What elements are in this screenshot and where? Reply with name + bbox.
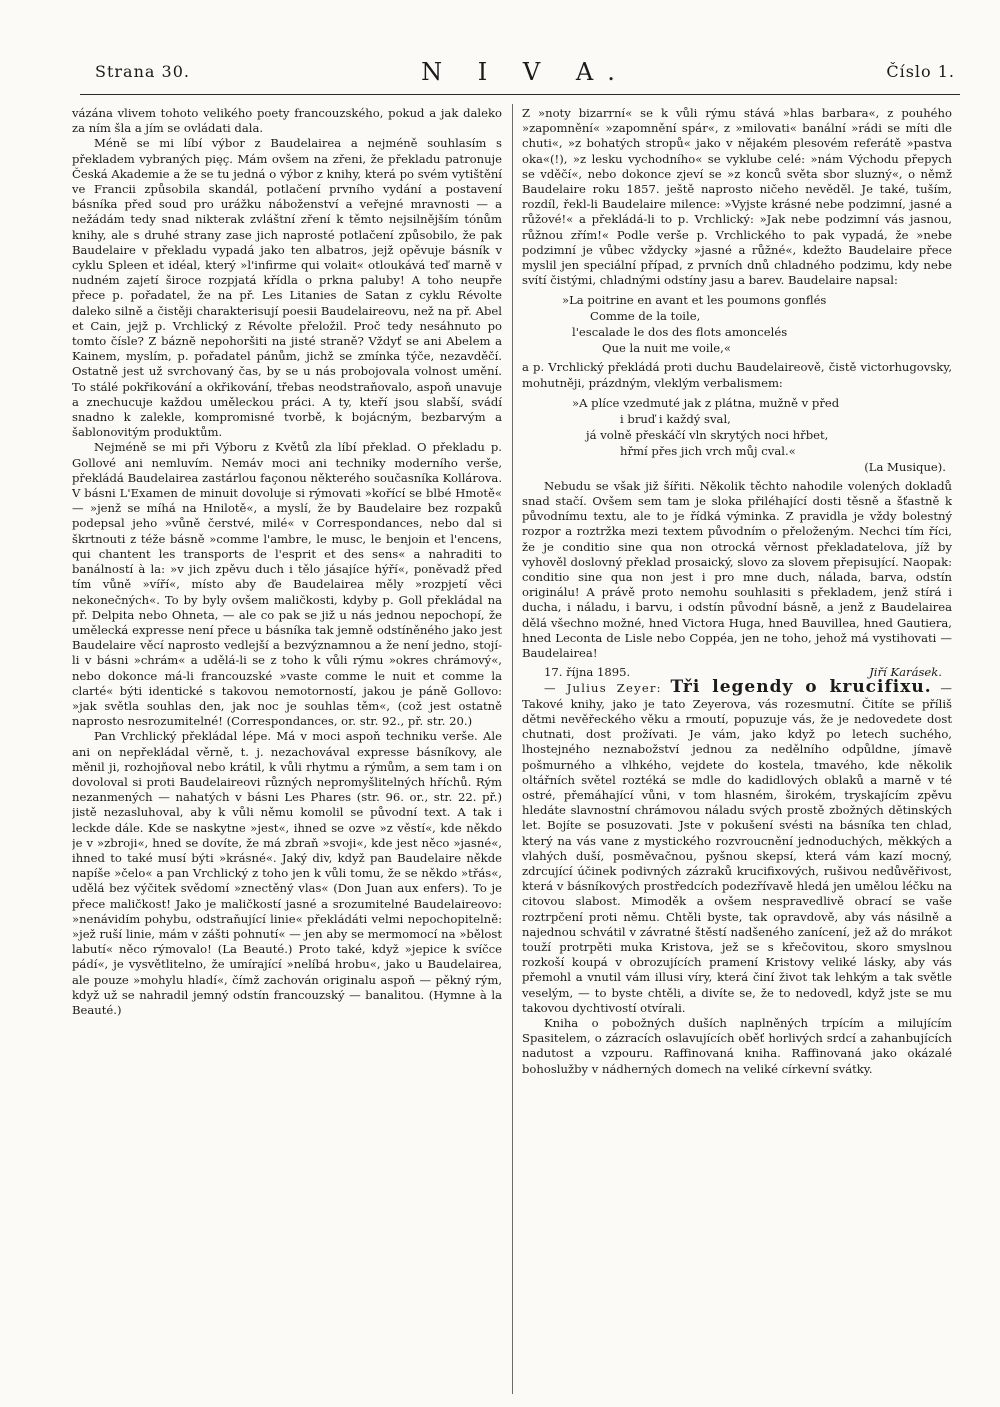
left-paragraph-1: vázána vlivem tohoto velikého poety francouzského, pokud a jak daleko za ním šla a jím se ovládati dala. bbox=[72, 106, 502, 136]
page-header bbox=[95, 58, 955, 98]
author-signature: Jiří Karásek. bbox=[869, 665, 942, 680]
right-paragraph-3: Kniha o pobožných duších naplněných trpícím a milujícím Spasitelem, o zázracích oslavujících oběť horlivých srdcí a zahanbujících nadutost a vzpouru. Raffinovaná kniha. Raffinovaná jako okázalé bohoslužby v nádherných domech na veliké církevní svátky. bbox=[522, 1015, 952, 1076]
verse-line: hřmí přes jich vrch můj cval.« bbox=[620, 443, 796, 458]
page-number: Strana 30. bbox=[95, 62, 190, 81]
review-paragraph bbox=[522, 677, 952, 1015]
verse-line: Que la nuit me voile,« bbox=[602, 341, 731, 356]
left-column bbox=[72, 106, 502, 1394]
review-author: — Julius Zeyer: bbox=[544, 681, 662, 696]
verse-line: i bruď i každý sval, bbox=[620, 411, 731, 426]
verse-line: »La poitrine en avant et les poumons gonflés bbox=[562, 293, 827, 308]
right-column bbox=[522, 106, 952, 1394]
verse-source: (La Musique). bbox=[864, 459, 946, 474]
czech-verse-quote bbox=[522, 395, 952, 475]
issue-number: Číslo 1. bbox=[886, 62, 955, 81]
left-paragraph-3: Nejméně se mi při Výboru z Květů zla líbí překlad. O překladu p. Gollové ani nemluvím. Nemáv moci ani techniky moderního verše, překládá Baudelairea zastárlou façonou některého současníka Kollárova. V básni L'Examen de minuit dovoluje si rýmovati »kořící se blbé Hmotě« — »jenž se míhá na Hnilotě«, a myslí, že by Baudelaire bez rozpaků podepsal jeho »vůně čerstvé, milé« v Correspondances, nebo dal si škrtnouti z téže básně »comme l'ambre, le musc, le benjoin et l'encens, qui chantent les transports de l'esprit et des sens« a nahraditi to banálností à la: »v jich zpěvu duch i tělo jásajíce hýří«, poněvadž před tím vůně »víří«, místo aby ďe Baudelairea měly »rozpjetí věci nekonečných«. To by byly ovšem maličkosti, kdyby p. Goll překládal na př. Delpita nebo Ohneta, — ale co pak se již u nás jednou nepochopí, že umělecká expresse není přece u básníka tak jemně odstíněného jako jest Baudelaire věcí naprosto vedlejší a bezvýznamnou a že není jedno, stojí-li v básni »chrám« a udělá-li se z toho k vůli rýmu »okres chrámový«, nebo dokonce má-li francouzské »vaste comme le nuit et comme la clarté« býti identické s takovou nemotorností, jakou je páně Gollovo: »jak světla souhlas den, jak noc je souhlas těm«, (což jest ostatně naprosto nesrozumitelné! (Correspondances, or. str. 92., př. str. 20.) bbox=[72, 440, 502, 729]
left-paragraph-4: Pan Vrchlický překládal lépe. Má v moci aspoň techniku verše. Ale ani on nepřekládal věrně, t. j. nezachovával expresse básníkovy, ale měnil ji, rozhojňoval nebo krátil, k vůli rhytmu a rýmům, a sem tam i on dovoloval si proti Baudelaireovi různých nepromyšlitelných hříchů. Rým nezanmených — nahatých v básni Les Phares (str. 96. or., str. 22. př.) jistě nezasluhoval, aby k vůli němu komolil se původní text. A tak i leckde dále. Kde se naskytne »jest«, ihned se ozve »z věstí«, kde někdo je v »zbroji«, hned se dovíte, že má zbraň »svoji«, kde jest něco »jasné«, ihned to také musí býti »krásné«. Jaký div, když pan Baudelaire někde napíše »čelo« a pan Vrchlický z toho jen k vůli tomu, že se někdo »třás«, udělá bez výčitek svědomí »znectěný vlas« (Don Juan aux enfers). To je přece maličkost! Jako je maličkostí jasné a srozumitelné Baudelaireovo: »nenávidím pohybu, odstraňující linie« překládáti velmi nepochopitelně: »jež ruší linie, mám v zášti pohnutí« — jen aby se mermomocí na »bělost labutí« něco rýmovalo! (La Beauté.) Proto také, když »jepice k svíčce pádí«, je vysvětlitelno, že umírající »nelíbá hrobu«, jako u Baudelairea, ale pouze »mohylu hladí«, čímž zachován originalu aspoň — pěkný rým, když už se nahradil jemný odstín francouzský — banalitou. (Hymne à la Beauté.) bbox=[72, 729, 502, 1017]
verse-line: Comme de la toile, bbox=[590, 309, 701, 324]
column-divider bbox=[512, 104, 513, 1394]
right-intro-paragraph: Z »noty bizarrní« se k vůli rýmu stává »hlas barbara«, z pouhého »zapomnění« »zapomnění spár«, z »milovati« banální »rádi se míti dle chuti«, »z bohatých stropů« jako v nějakém plesovém referátě »pastva oka«(!), »z lesku vychodního« se vyklube celé: »nám Východu přepych se vděčí«, nebo dokonce zjeví se »z konců světa sbor sluzný«, o němž Baudelaire roku 1857. ještě naprosto ničeho nevěděl. Je také, tuším, rozdíl, řekl-li Baudelaire milence: »Vyjste krásné nebe podzimní, jasné a růžové!« a překládá-li to p. Vrchlický: »Jak nebe podzimní vás jasnou, růžnou zřím!« Podle verše p. Vrchlického to pak vypadá, že »nebe podzimní je vůbec vždycky »jasné a růžné«, kdežto Baudelaire přece myslil jen speciální případ, z prvních dnů chladného podzimu, kdy nebe svítí čistými, chladnými odstíny jasu a barev. Baudelaire napsal: bbox=[522, 106, 952, 288]
right-paragraph-2: Nebudu se však již šířiti. Několik těchto nahodile volených dokladů snad stačí. Ovšem sem tam je sloka přiléhající dosti těsně a šťastně k původnímu textu, ale to je řídká výminka. Z pravidla je vždy bolestný rozpor a roztržka mezi textem původním o přeloženým. Nechci tím říci, že je conditio sine qua non otrocká věrnost překladatelova, jíž by vyhověl doslovný překlad prosaický, slovo za slovem přepisující. Naopak: conditio sine qua non jest i pro mne duch, nálada, barva, odstín originálu! A právě proto nemohu souhlasiti s překladem, jenž stírá i ducha, i náladu, i barvu, i odstín původní básně, a jenž z Baudelairea dělá všechno možné, hned Victora Huga, hned Bauvillea, hned Gautiera, hned Leconta de Lisle nebo Coppéa, jen ne toho, jehož má vystihovati — Baudelairea! bbox=[522, 478, 952, 661]
masthead-title: N I V A. bbox=[421, 58, 629, 86]
french-verse-quote bbox=[522, 292, 952, 356]
verse-line: já volně přeskáčí vln skrytých noci hřbet, bbox=[586, 427, 829, 442]
verse-line: l'escalade le dos des flots amoncelés bbox=[572, 325, 788, 340]
header-rule bbox=[80, 94, 960, 95]
verse-line: »A plíce vzedmuté jak z plátna, mužně v před bbox=[572, 395, 840, 410]
review-text: — Takové knihy, jako je tato Zeyerova, vás rozesmutní. Čitíte se příliš dětmi nevěřeckého věku a rmoutí, popuzuje vás, že je nedovedete dost chutnati, dost prožívati. Je vám, jako když po letech suchého, lhostejného neznabožství jednou za nedělního odpůldne, jímavě pošmurného a vlhkého, vejdete do kostela, tmavého, kde několik oltářních světel roztéká se mdle do kadidlových oblaků a marně v té ostré, přemáhající vůni, v tom hlasném, širokém, tryskajícím zpěvu hledáte slavnostní chrámovou náladu svých prostě zbožných dětinských let. Bojíte se posuzovati. Jste v pokušení svésti na básníka ten chlad, který na vás vane z mystického rozvroucnění jednoduchých, měkkých a vlahých duší, posměvačnou, pyšnou skepsí, která vám kazí mocný, zdrcující účinek podivných zázraků krucifixových, rušivou nedůvěřivost, která v básníkových prostředcích podezřívavě hledá jen umělou léčku na citovou slabost. Mimoděk a ovšem nespravedlivě obrací se vaše roztrpčení proti němu. Chtěli byste, tak opravdově, aby vás násilně a najednou schvátil v závratné štěstí nadšeného zanícení, jež až do mrákot touží protrpěti muka Kristova, jež se s křečovitou, skoro smyslnou rozkoší koupá v obrozujících pramení Kristovy veliké lásky, aby vás přemohl a vnutil vám illusi víry, která činí život tak lehkým a tak světle veselým, — to byste chtěli, a divíte se, že to nedovedl, když jste se mu takovou dychtivostí otvírali. bbox=[522, 681, 952, 1015]
left-paragraph-2: Méně se mi líbí výbor z Baudelairea a nejméně souhlasím s překladem vybraných pięç. Mám ovšem na zřeni, že překladu patronuje Česká Akademie a že se tu jedná o výbor z knihy, která po svém vytištění ve Francii způsobila skandál, potlačení prvního vydání a postavení básníka před soud pro urážku náboženství a veřejné mravnosti — a nežádám tedy snad nikterak zvláštní zření k těmto nejsilnějším tónům knihy, ale s druhé strany zase jich naprosté potlačení způsobilo, že pak Baudelaire v překladu vypadá jako ten albatros, jejž opěvuje básník v cyklu Spleen et idéal, který »l'infirme qui volait« otloukává teď marně v nudném zajetí široce rozpjatá křídla o prkna paluby! A toho neupře přece p. pořadatel, že na př. Les Litanies de Satan z cyklu Révolte daleko silně a čistěji charakterisují poesii Baudelaireovu, než na př. Abel et Cain, jejž p. Vrchlický z Révolte přeložil. Proč tedy nesáhnuto po tomto čísle? Z báznĕ nepohoršiti na jisté straně? Vždyť se ani Abelem a Kainem, myslím, p. pořadatel pánům, jichž se zmínka týče, nezavděčí. Ostatně jest už svrchovaný čas, by se u nás probojovala volnost umění. To stálé pokřikování a okřikování, třebas neodstraňovalo, aspoň unavuje a znechucuje každou uměleckou práci. A ty, kteří jsou slabší, svádí snadno k zalekle, kompromisné tvorbě, k bojácným, bezbarvým a šablonovitým produktům. bbox=[72, 136, 502, 440]
review-book-title: Tři legendy o krucifixu. bbox=[670, 677, 932, 698]
right-mid-paragraph: a p. Vrchlický překládá proti duchu Baudelaireově, čistě victorhugovsky, mohutněji, prázdným, vleklým verbalismem: bbox=[522, 360, 952, 390]
article-date: 17. října 1895. bbox=[544, 665, 631, 680]
